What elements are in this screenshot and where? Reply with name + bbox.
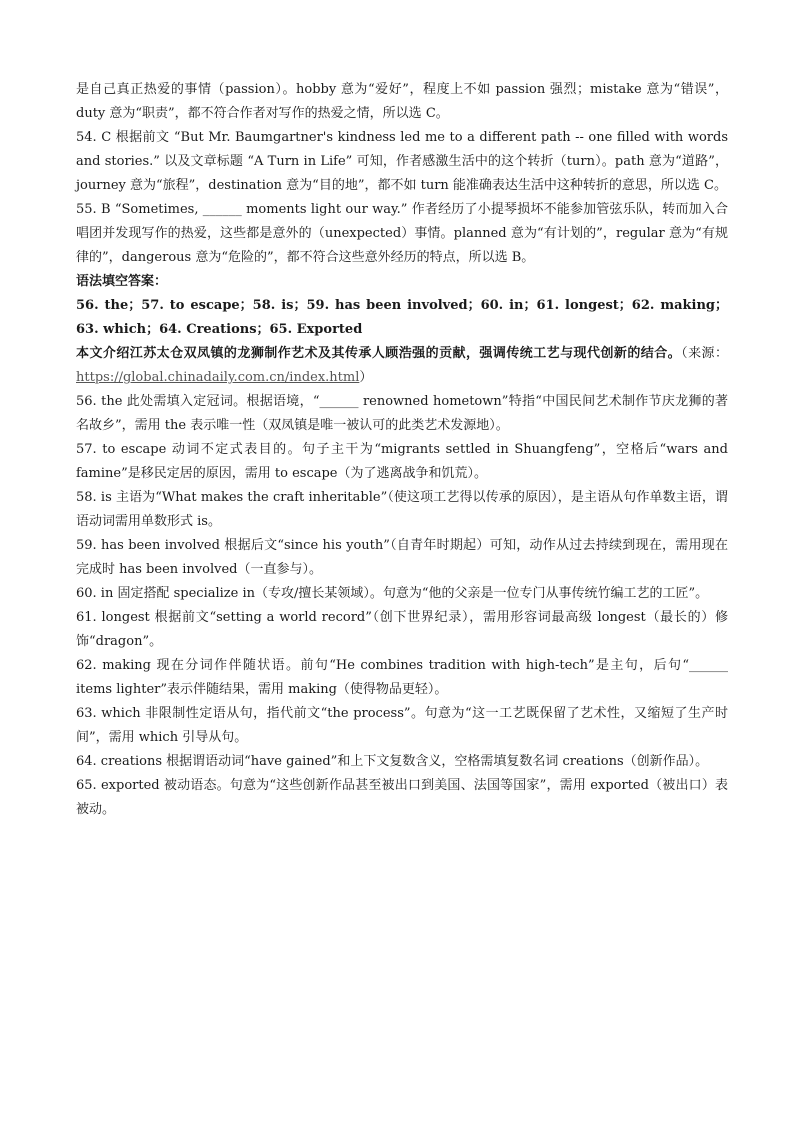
explanation-61: 61. longest 根据前文“setting a world record”（创下世界纪录），需用形容词最高级 longest（最长的）修饰“dragon”。 <box>76 610 728 649</box>
grammar-answers-line: 56. the；57. to escape；58. is；59. has been involved；60. in；61. longest；62. making；63. which；64. Creations；65. Exported <box>76 298 728 337</box>
grammar-answers-heading: 语法填空答案： <box>76 274 168 289</box>
source-suffix: ） <box>359 370 373 385</box>
explanation-62: 62. making 现在分词作伴随状语。前句“He combines tradition with high-tech”是主句，后句“______ items lighter”表示伴随结果，需用 making（使得物品更轻）。 <box>76 658 728 697</box>
paragraph-answer-55: 55. B “Sometimes, ______ moments light our way.” 作者经历了小提琴损坏不能参加管弦乐队，转而加入合唱团并发现写作的热爱，这些都是意外的（unexpected）事情。planned 意为“有计划的”，regular 意为“有规律的”，dangerous 意为“危险的”，都不符合这些意外经历的特点，所以选 B。 <box>76 202 728 265</box>
paragraph-answer-54: 54. C 根据前文 “But Mr. Baumgartner's kindness led me to a different path -- one filled with words and stories.” 以及文章标题 “A Turn in Life” 可知，作者感激生活中的这个转折（turn）。path 意为“道路”，journey 意为“旅程”，destination 意为“目的地”，都不如 turn 能准确表达生活中这种转折的意思，所以选 C。 <box>76 130 728 193</box>
document-body <box>76 78 728 822</box>
explanation-64: 64. creations 根据谓语动词“have gained”和上下文复数含义，空格需填复数名词 creations（创新作品）。 <box>76 754 709 769</box>
explanation-65: 65. exported 被动语态。句意为“这些创新作品甚至被出口到美国、法国等国家”，需用 exported（被出口）表被动。 <box>76 778 728 817</box>
source-link[interactable]: https://global.chinadaily.com.cn/index.html <box>76 370 360 385</box>
paragraph-52-continuation: 是自己真正热爱的事情（passion）。hobby 意为“爱好”，程度上不如 passion 强烈；mistake 意为“错误”，duty 意为“职责”，都不符合作者对写作的热爱之情，所以选 C。 <box>76 82 728 121</box>
article-intro <box>76 342 728 390</box>
explanation-60: 60. in 固定搭配 specialize in（专攻/擅长某领域）。句意为“他的父亲是一位专门从事传统竹编工艺的工匠”。 <box>76 586 709 601</box>
explanation-59: 59. has been involved 根据后文“since his youth”（自青年时期起）可知，动作从过去持续到现在，需用现在完成时 has been involved（一直参与）。 <box>76 538 728 577</box>
source-prefix: （来源： <box>681 346 728 361</box>
explanation-63: 63. which 非限制性定语从句，指代前文“the process”。句意为“这一工艺既保留了艺术性，又缩短了生产时间”，需用 which 引导从句。 <box>76 706 728 745</box>
explanation-56: 56. the 此处需填入定冠词。根据语境，“______ renowned hometown”特指“中国民间艺术制作节庆龙狮的著名故乡”，需用 the 表示唯一性（双凤镇是唯一被认可的此类艺术发源地）。 <box>76 394 728 433</box>
explanation-57: 57. to escape 动词不定式表目的。句子主干为“migrants settled in Shuangfeng”，空格后“wars and famine”是移民定居的原因，需用 to escape（为了逃离战争和饥荒）。 <box>76 442 728 481</box>
explanation-58: 58. is 主语为“What makes the craft inheritable”（使这项工艺得以传承的原因），是主语从句作单数主语，谓语动词需用单数形式 is。 <box>76 490 728 529</box>
intro-summary: 本文介绍江苏太仓双凤镇的龙狮制作艺术及其传承人顾浩强的贡献，强调传统工艺与现代创新的结合。 <box>76 346 682 361</box>
